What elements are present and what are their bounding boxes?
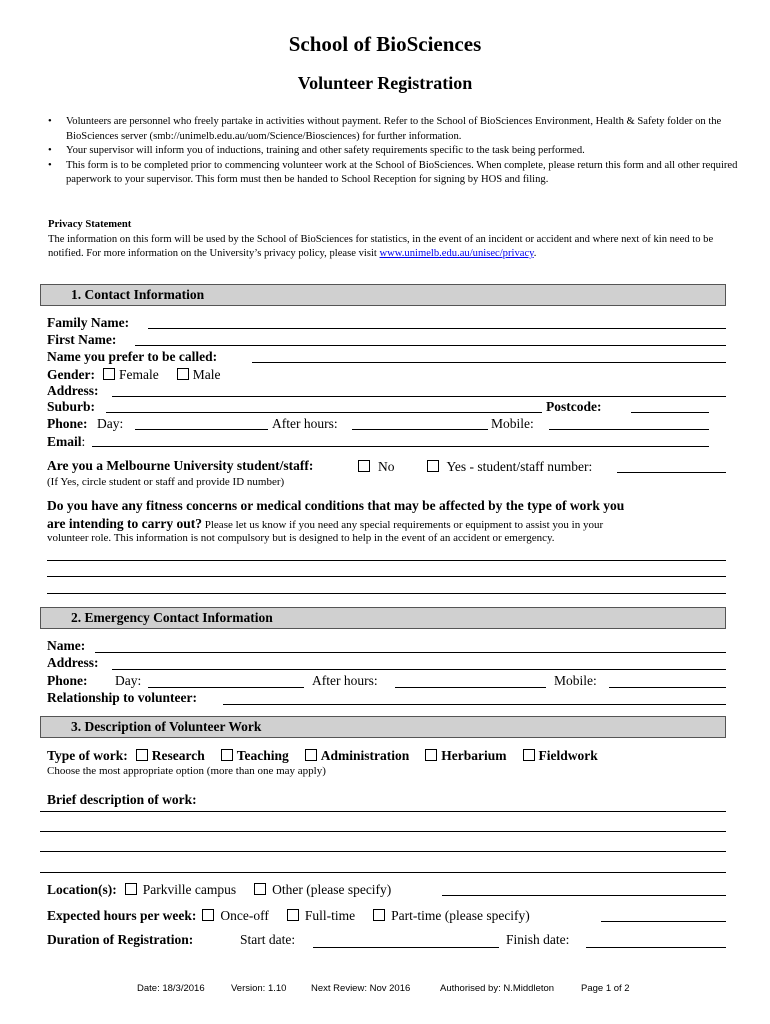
- first-name-field[interactable]: [135, 345, 726, 346]
- after-hours-label: After hours:: [272, 416, 338, 431]
- location-row: [47, 881, 391, 899]
- fitness-answer-line[interactable]: [47, 560, 726, 561]
- emergency-after-hours-label: After hours:: [312, 673, 378, 688]
- postcode-field[interactable]: [631, 412, 709, 413]
- fitness-answer-line[interactable]: [47, 593, 726, 594]
- email-label: Email: [47, 434, 82, 449]
- yes-label: Yes - student/staff number:: [446, 459, 593, 474]
- other-location-checkbox[interactable]: [254, 883, 266, 895]
- form-subtitle: Volunteer Registration: [297, 73, 473, 93]
- herbarium-checkbox[interactable]: [425, 749, 437, 761]
- family-name-field[interactable]: [148, 328, 726, 329]
- relationship-label: Relationship to volunteer:: [47, 690, 197, 705]
- research-label: Research: [151, 748, 205, 763]
- emergency-after-hours-field[interactable]: [395, 687, 546, 688]
- herbarium-label: Herbarium: [441, 748, 507, 763]
- email-field[interactable]: [92, 446, 709, 447]
- yes-checkbox[interactable]: [427, 460, 439, 472]
- description-line[interactable]: [40, 811, 726, 812]
- finish-date-label: Finish date:: [506, 932, 570, 947]
- description-line[interactable]: [40, 872, 726, 873]
- duration-label: Duration of Registration:: [47, 932, 194, 947]
- research-checkbox[interactable]: [136, 749, 148, 761]
- start-date-field[interactable]: [313, 947, 499, 948]
- phone-day-label: Day:: [97, 416, 124, 431]
- administration-label: Administration: [320, 748, 410, 763]
- preferred-name-field[interactable]: [252, 362, 726, 363]
- section-emergency-contact: 2. Emergency Contact Information: [40, 607, 726, 629]
- gender-row: [47, 366, 221, 384]
- student-number-field[interactable]: [617, 472, 726, 473]
- administration-checkbox[interactable]: [305, 749, 317, 761]
- fitness-question-line1: Do you have any fitness concerns or medical conditions that may be affected by the type of work you: [47, 498, 625, 513]
- footer-version: Version: 1.10: [231, 983, 287, 994]
- student-question: Are you a Melbourne University student/staff:: [47, 458, 314, 473]
- emergency-address-label: Address:: [47, 655, 99, 670]
- female-label: Female: [119, 367, 159, 382]
- type-of-work-label: Type of work:: [47, 748, 128, 763]
- footer-next-review: Next Review: Nov 2016: [311, 983, 411, 994]
- privacy-link[interactable]: www.unimelb.edu.au/unisec/privacy: [379, 248, 534, 259]
- emergency-mobile-field[interactable]: [609, 687, 726, 688]
- list-item: • This form is to be completed prior to commencing volunteer work at the School of BioSciences. When complete, please return this form and all other required paperwork to your supervisor. This form must then be handed to School Reception for signing by HOS and filing.: [48, 159, 738, 185]
- phone-day-field[interactable]: [135, 429, 268, 430]
- emergency-mobile-label: Mobile:: [554, 673, 597, 688]
- no-label: No: [378, 459, 395, 474]
- family-name-label: Family Name:: [47, 315, 130, 330]
- first-name-label: First Name:: [47, 332, 117, 347]
- gender-label: Gender:: [47, 367, 95, 382]
- suburb-field[interactable]: [106, 412, 542, 413]
- female-checkbox[interactable]: [103, 368, 115, 380]
- list-item: • Your supervisor will inform you of inductions, training and other safety requirements specific to the task being performed.: [48, 144, 738, 159]
- emergency-phone-label: Phone:: [47, 673, 88, 688]
- emergency-day-label: Day:: [115, 673, 142, 688]
- fieldwork-label: Fieldwork: [538, 748, 598, 763]
- emergency-name-field[interactable]: [95, 652, 726, 653]
- page-title: School of BioSciences: [288, 32, 482, 56]
- suburb-label: Suburb:: [47, 399, 96, 414]
- other-location-field[interactable]: [442, 895, 726, 896]
- section-contact-information: 1. Contact Information: [40, 284, 726, 306]
- description-line[interactable]: [40, 851, 726, 852]
- bullet-icon: •: [48, 159, 52, 171]
- fitness-question-line2: are intending to carry out? Please let us know if you need any special requirements or equipment to assist you in your: [47, 516, 604, 531]
- finish-date-field[interactable]: [586, 947, 726, 948]
- after-hours-field[interactable]: [352, 429, 488, 430]
- footer-authorised: Authorised by: N.Middleton: [440, 983, 555, 994]
- bullet-icon: •: [48, 145, 52, 156]
- other-location-label: Other (please specify): [272, 882, 392, 897]
- student-options: [358, 458, 592, 476]
- teaching-checkbox[interactable]: [221, 749, 233, 761]
- no-checkbox[interactable]: [358, 460, 370, 472]
- location-label: Location(s):: [47, 882, 117, 897]
- full-time-checkbox[interactable]: [287, 909, 299, 921]
- preferred-name-label: Name you prefer to be called:: [47, 349, 218, 364]
- list-item: • Volunteers are personnel who freely partake in activities without payment. Refer to the School of BioSciences Environment, Health & Safety folder on the BioSciences server (smb://unimelb.edu.au/uom/Science/Biosciences) for further information.: [48, 116, 722, 142]
- once-off-label: Once-off: [220, 908, 269, 923]
- parkville-checkbox[interactable]: [125, 883, 137, 895]
- address-label: Address:: [47, 383, 99, 398]
- emergency-address-field[interactable]: [112, 669, 726, 670]
- parkville-label: Parkville campus: [142, 882, 237, 897]
- description-line[interactable]: [40, 831, 726, 832]
- part-time-field[interactable]: [601, 921, 726, 922]
- email-row: Email:: [47, 434, 86, 449]
- fitness-note: volunteer role. This information is not compulsory but is designed to help in the event of an accident or emergency.: [47, 532, 555, 544]
- fitness-answer-line[interactable]: [47, 576, 726, 577]
- bullet-icon: •: [48, 116, 52, 127]
- privacy-text: The information on this form will be used by the School of BioSciences for statistics, in the event of an incident or accident and where next of kin need to be notified. For more information on the University’s privacy policy, please visit: [48, 233, 714, 259]
- relationship-field[interactable]: [223, 704, 726, 705]
- footer-page-number: Page 1 of 2: [581, 983, 630, 994]
- mobile-field[interactable]: [549, 429, 709, 430]
- mobile-label: Mobile:: [491, 416, 534, 431]
- male-checkbox[interactable]: [177, 368, 189, 380]
- privacy-statement: Privacy Statement The information on this form will be used by the School of BioSciences for statistics, in the event of an incident or accident and where next of kin need to be notified. For more information on the University’s privacy policy, please visit www.unimelb.edu.au/unisec/privacy.: [48, 218, 728, 262]
- address-field[interactable]: [112, 396, 726, 397]
- full-time-label: Full-time: [304, 908, 356, 923]
- emergency-day-field[interactable]: [148, 687, 304, 688]
- type-of-work-row: [47, 747, 598, 765]
- phone-label: Phone:: [47, 416, 88, 431]
- male-label: Male: [192, 367, 221, 382]
- expected-hours-row: [47, 907, 530, 925]
- footer-date: Date: 18/3/2016: [137, 983, 205, 994]
- brief-description-label: Brief description of work:: [47, 792, 197, 807]
- postcode-label: Postcode:: [546, 399, 602, 414]
- start-date-label: Start date:: [240, 932, 296, 947]
- once-off-checkbox[interactable]: [202, 909, 214, 921]
- privacy-heading: Privacy Statement: [48, 219, 132, 230]
- part-time-checkbox[interactable]: [373, 909, 385, 921]
- instructions-list: [48, 115, 738, 188]
- type-of-work-note: Choose the most appropriate option (more than one may apply): [47, 765, 326, 777]
- teaching-label: Teaching: [236, 748, 289, 763]
- part-time-label: Part-time (please specify): [391, 908, 530, 923]
- student-note: (If Yes, circle student or staff and provide ID number): [47, 476, 285, 488]
- fieldwork-checkbox[interactable]: [523, 749, 535, 761]
- section-volunteer-work: 3. Description of Volunteer Work: [40, 716, 726, 738]
- emergency-name-label: Name:: [47, 638, 86, 653]
- expected-hours-label: Expected hours per week:: [47, 908, 197, 923]
